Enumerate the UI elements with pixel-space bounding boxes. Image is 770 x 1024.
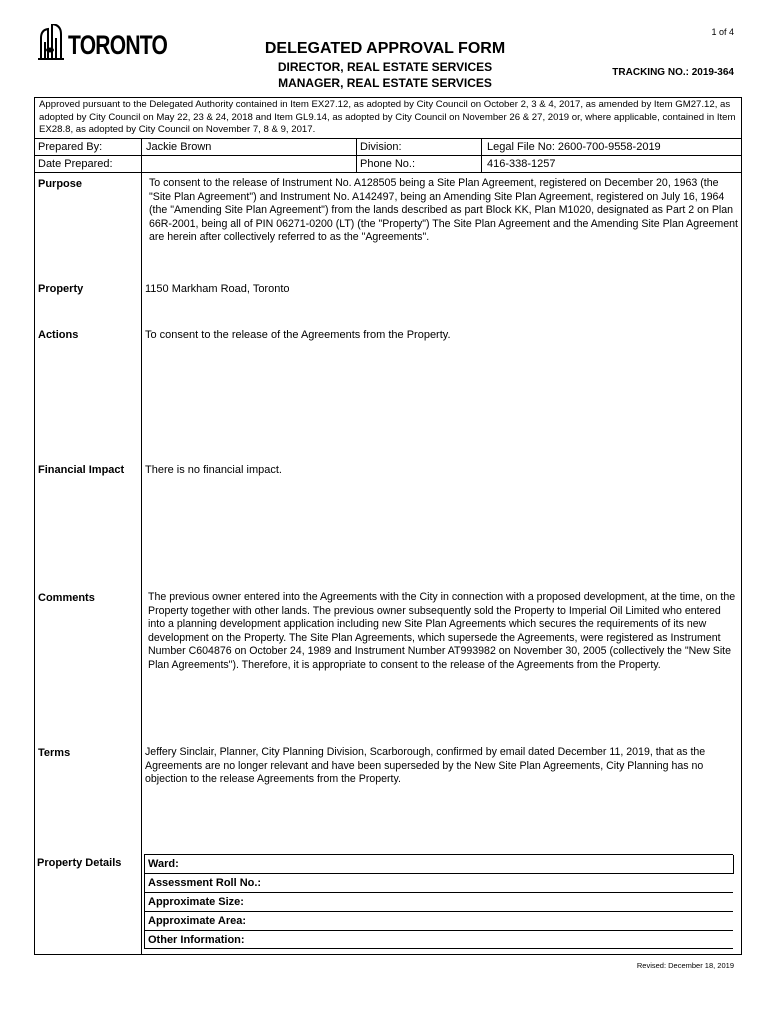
tracking-number: TRACKING NO.: 2019-364 [612,67,734,78]
approximate-area-row[interactable] [145,912,733,931]
phone-value[interactable]: 416-338-1257 [487,158,556,170]
page-number: 1 of 4 [711,27,734,37]
ward-row[interactable] [145,855,733,874]
other-information-label: Other Information: [148,934,245,946]
property-label: Property [38,283,84,295]
assessment-roll-row[interactable] [145,874,733,893]
financial-impact-text[interactable]: There is no financial impact. [145,464,282,476]
financial-impact-label: Financial Impact [38,464,125,476]
approval-statement: Approved pursuant to the Delegated Authority contained in Item EX27.12, as adopted by City Council on October 2, 3 & 4, 2017, as amended by Item GM27.12, as adopted by City Council on May 22, 23 & 24, 2018 and Item GL9.14, as adopted by City Council on November 26 & 27, 2019 or, where applicable, contained in Item EX28.8, as adopted by City Council on November 7, 8 & 9, 2017. [34,97,742,139]
approximate-area-label: Approximate Area: [148,915,247,927]
subtitle-director: DIRECTOR, REAL ESTATE SERVICES [277,60,493,74]
form-body [34,139,742,955]
ward-label: Ward: [148,858,179,870]
legal-file-number[interactable]: Legal File No: 2600-700-9558-2019 [487,141,661,153]
property-details-table [144,854,733,949]
actions-label: Actions [38,329,79,341]
purpose-label: Purpose [38,178,83,190]
approximate-size-row[interactable] [145,893,733,912]
property-text[interactable]: 1150 Markham Road, Toronto [145,283,290,295]
terms-text[interactable]: Jeffery Sinclair, Planner, City Planning Division, Scarborough, confirmed by email dated December 11, 2019, that as the Agreements are no longer relevant and have been superseded by the New Site Plan Agreements, City Planning has no objection to the release Agreements from the Property. [145,746,706,785]
assessment-roll-label: Assessment Roll No.: [148,877,262,889]
approximate-size-label: Approximate Size: [148,896,244,908]
division-label: Division: [360,141,402,153]
phone-label: Phone No.: [360,158,416,170]
actions-text[interactable]: To consent to the release of the Agreements from the Property. [145,329,451,341]
revision-date: Revised: December 18, 2019 [636,961,734,970]
form-title: DELEGATED APPROVAL FORM [264,40,506,57]
prepared-by-value[interactable]: Jackie Brown [146,141,212,153]
terms-label: Terms [38,747,71,759]
logo-text: TORONTO [68,30,168,60]
prepared-by-label: Prepared By: [38,141,103,153]
comments-label: Comments [38,592,95,604]
comments-text[interactable]: The previous owner entered into the Agreements with the City in connection with a proposed development, at the time, on the Property together with other lands. The previous owner subsequently sold the Property to Imperial Oil Limited who entered into a planning development application including new Site Plan Agreements which secures the requirements of its new development on the Property. The Site Plan Agreements, which supersede the Agreements, were registered as Instrument Number C604876 on October 24, 1989 and Instrument Number AT993982 on November 30, 2005 (collectively the "New Site Plan Agreements"). Therefore, it is appropriate to consent to the release of the Agreements from the Property. [148,591,736,671]
purpose-text[interactable]: To consent to the release of Instrument No. A128505 being a Site Plan Agreement, registered on December 20, 1963 (the "Site Plan Agreement") and Instrument No. A142497, being an Amending Site Plan Agreement, registered on July 16, 1964 (the "Amending Site Plan Agreement") from the lands described as part Block KK, Plan M1020, designated as Part 2 on Plan 66R-2001, being all of PIN 06271-0200 (LT) (the "Property") The Site Plan Agreement and the Amending Site Plan Agreement are herein after collectively referred to as the "Agreements". [149,177,738,243]
subtitle-manager: MANAGER, REAL ESTATE SERVICES [278,76,492,90]
other-information-row[interactable] [145,931,733,950]
property-details-label: Property Details [37,857,122,869]
date-prepared-label: Date Prepared: [38,158,113,170]
